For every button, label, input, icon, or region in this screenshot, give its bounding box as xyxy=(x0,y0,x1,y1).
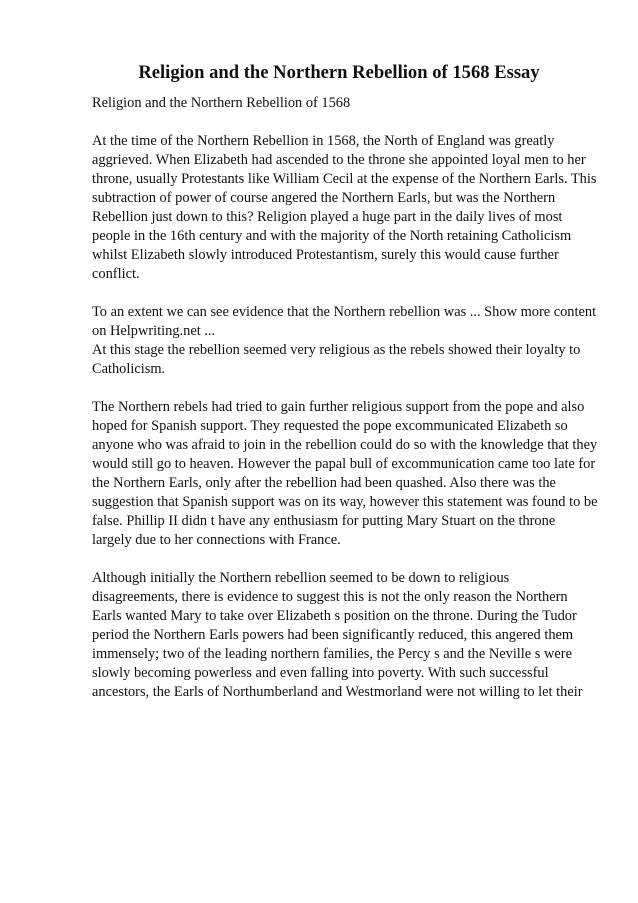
document-title: Religion and the Northern Rebellion of 1568 Essay xyxy=(138,62,540,83)
paragraph-show-more: To an extent we can see evidence that the Northern rebellion was ... Show more content on Helpwriting.net ... xyxy=(92,304,597,339)
paragraph-papal-support: The Northern rebels had tried to gain further religious support from the pope and also hoped for Spanish support. They requested the pope excommunicated Elizabeth so anyone who was afraid to join in the rebellion could do so with the knowledge that they would still go to heaven. However the papal bull of excommunication came too late for the Northern Earls, only after the rebellion had been quashed. Also there was the suggestion that Spanish support was on its way, however this statement was found to be false. Phillip II didn t have any enthusiasm for putting Mary Stuart on the throne largely due to her connections with France. xyxy=(92,399,598,548)
paragraph-intro: At the time of the Northern Rebellion in 1568, the North of England was greatly aggrieved. When Elizabeth had ascended to the throne she appointed loyal men to her throne, usually Protestants like William Cecil at the expense of the Northern Earls. This subtraction of power of course angered the Northern Earls, but was the Northern Rebellion just down to this? Religion played a huge part in the daily lives of most people in the 16th century and with the majority of the North retaining Catholicism whilst Elizabeth slowly introduced Protestantism, surely this would cause further conflict. xyxy=(92,133,597,282)
document-subtitle: Religion and the Northern Rebellion of 1568 xyxy=(92,95,351,111)
paragraph-earls-powers: Although initially the Northern rebellion seemed to be down to religious disagreements, there is evidence to suggest this is not the only reason the Northern Earls wanted Mary to take over Elizabeth s position on the throne. During the Tudor period the Northern Earls powers had been significantly reduced, this angered them immensely; two of the leading northern families, the Percy s and the Neville s were slowly becoming powerless and even falling into poverty. With such successful ancestors, the Earls of Northumberland and Westmorland were not willing to let their xyxy=(92,570,583,700)
paragraph-catholicism: At this stage the rebellion seemed very religious as the rebels showed their loyalty to Catholicism. xyxy=(92,342,581,377)
